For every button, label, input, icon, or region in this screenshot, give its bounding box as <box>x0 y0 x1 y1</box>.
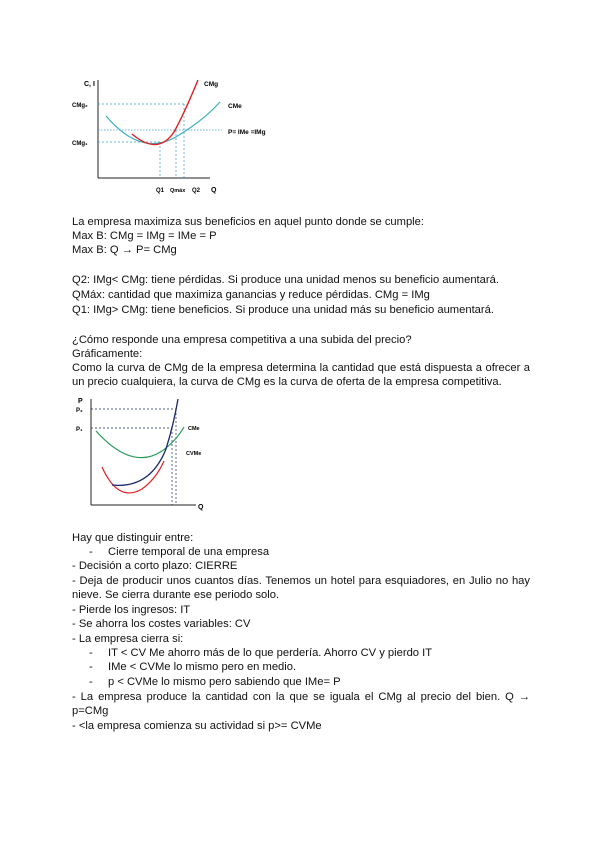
para3-question: ¿Cómo responde una empresa competitiva a una subida del precio? <box>72 334 412 346</box>
list-l1: - Decisión a corto plazo: CIERRE <box>72 560 238 572</box>
para2-q1: Q1: IMg> CMg: tiene beneficios. Si produce una unidad más su beneficio aumentará. <box>72 304 494 316</box>
x-tick-qmax: Qmáx <box>170 188 186 194</box>
label-cmg: CMg <box>204 81 219 88</box>
x-axis-label: Q <box>211 187 217 194</box>
para2-qmax: QMáx: cantidad que maximiza ganancias y reduce pérdidas. CMg = IMg <box>72 289 430 301</box>
para2-q2: Q2: IMg< CMg: tiene pérdidas. Si produce una unidad menos su beneficio aumentará. <box>72 274 499 286</box>
list-s1: IT < CV Me ahorro más de lo que perdería. Ahorro CV y pierdo IT <box>108 647 433 659</box>
figure-cost-curves <box>70 74 300 198</box>
dash-s1: - <box>89 647 93 659</box>
list-l5: - La empresa cierra si: <box>72 633 184 645</box>
cmg-curve <box>132 80 198 145</box>
y-axis-label: C, I <box>84 81 95 88</box>
x-tick-q1: Q1 <box>156 188 165 194</box>
list-l2: - Deja de producir unos cuantos días. Tenemos un hotel para esquiadores, en Julio no hay nieve. Se cierra durante ese periodo solo. <box>72 575 530 601</box>
dash-s2: - <box>89 661 93 673</box>
list-sub1: Cierre temporal de una empresa <box>108 546 270 558</box>
y-axis-label: P <box>78 398 83 405</box>
para3-graf: Gráficamente: <box>72 348 143 360</box>
y-tick-cmg1: CMg₁ <box>72 141 88 147</box>
dash-s3: - <box>89 676 93 688</box>
list-l6: - La empresa produce la cantidad con la que se iguala el CMg al precio del bien. Q → p=CMg <box>72 691 530 717</box>
list-l4: - Se ahorra los costes variables: CV <box>72 618 251 630</box>
list-l3: - Pierde los ingresos: IT <box>72 604 191 616</box>
label-cme: CMe <box>228 103 242 110</box>
dash-sub1: - <box>89 546 93 558</box>
list-l7: - <la empresa comienza su actividad si p>= CVMe <box>72 720 322 732</box>
label-cvme: CVMe <box>186 451 202 457</box>
label-cme: CMe <box>188 426 200 432</box>
cvme-curve <box>102 461 164 493</box>
para1-intro: La empresa maximiza sus beneficios en aquel punto donde se cumple: <box>72 216 424 228</box>
y-tick-p1: P₁ <box>76 427 83 433</box>
list-s3: p < CVMe lo mismo pero sabiendo que IMe= P <box>108 676 341 688</box>
list-intro: Hay que distinguir entre: <box>72 532 194 544</box>
para1-max1: Max B: CMg = IMg = IMe = P <box>72 230 217 242</box>
x-axis-label: Q <box>198 504 204 511</box>
cme-curve <box>106 102 220 144</box>
y-tick-p2: P₂ <box>76 408 83 414</box>
para1-max2: Max B: Q → P= CMg <box>72 244 177 256</box>
figure-supply-curves <box>72 393 222 513</box>
y-tick-cmg2: CMg₂ <box>72 103 88 109</box>
x-tick-q2: Q2 <box>192 188 201 194</box>
label-p: P= IMe =IMg <box>228 129 266 136</box>
cmg-curve <box>112 399 178 485</box>
list-s2: IMe < CVMe lo mismo pero en medio. <box>108 661 297 673</box>
para3-text: Como la curva de CMg de la empresa determina la cantidad que está dispuesta a ofrecer a un precio cualquiera, la curva de CMg es la curva de oferta de la empresa competitiva. <box>72 362 530 388</box>
